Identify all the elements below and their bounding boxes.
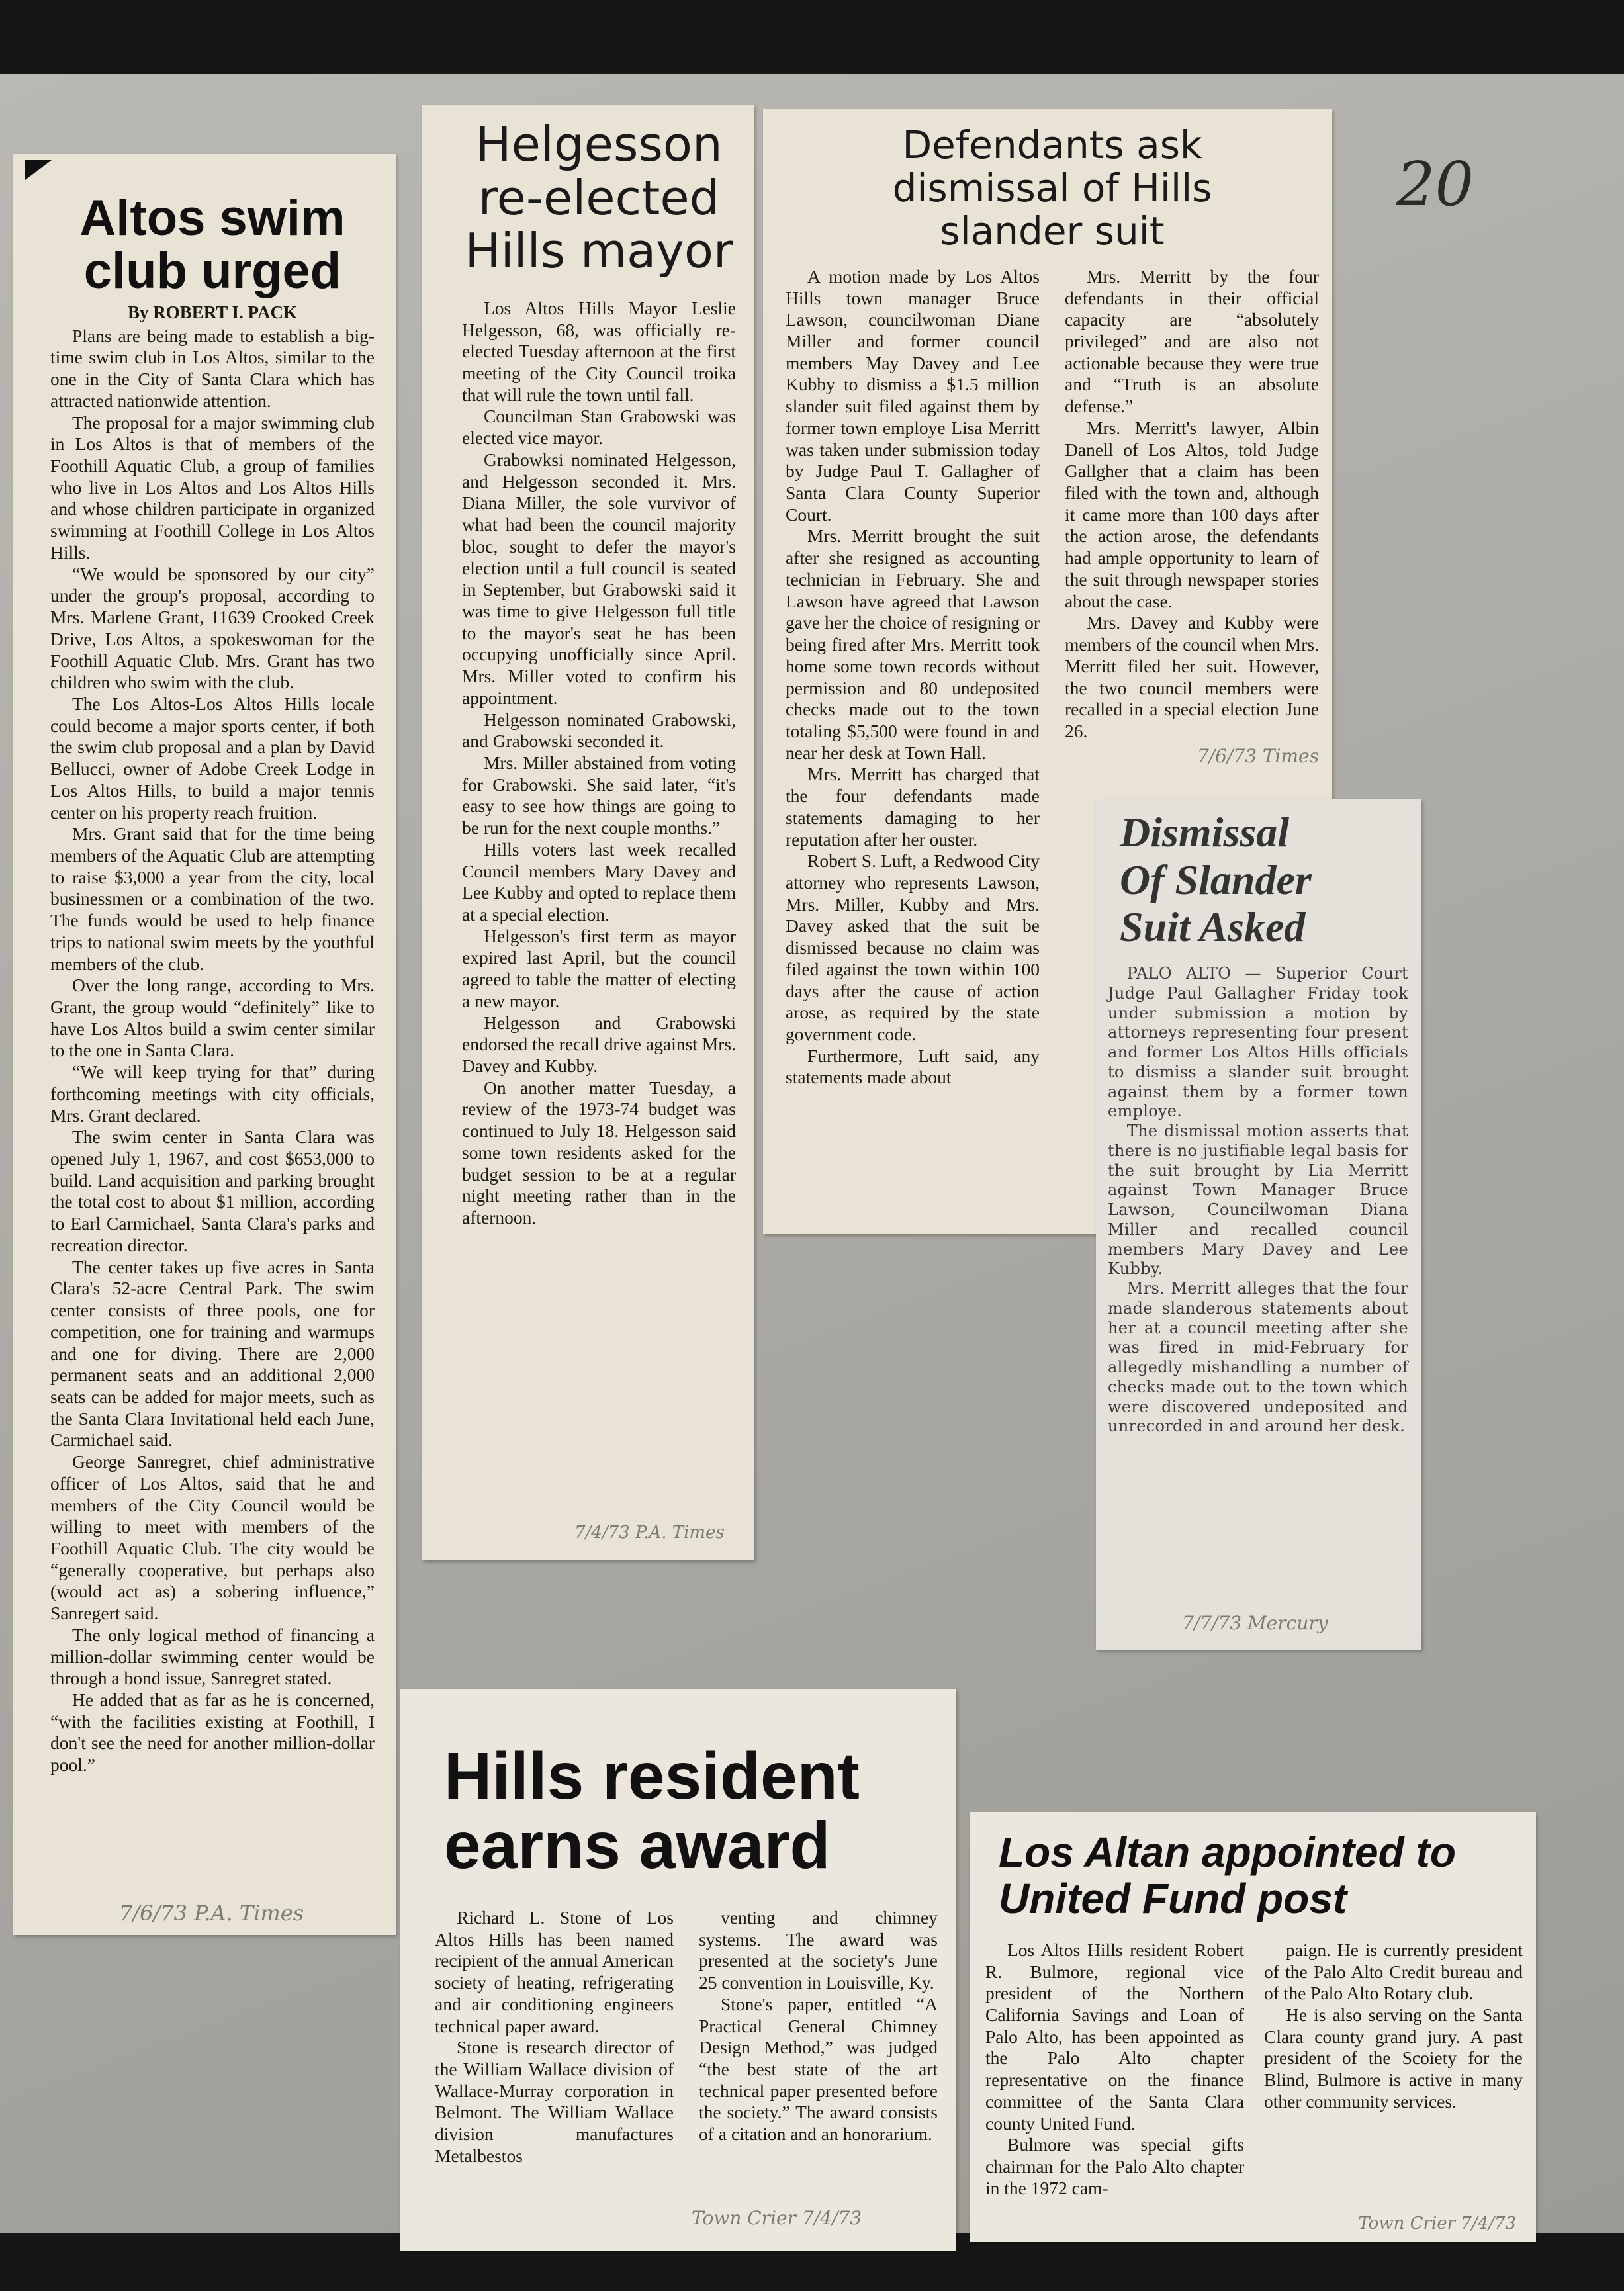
headline: Dismissal Of Slander Suit Asked <box>1120 809 1312 951</box>
paragraph: The center takes up five acres in Santa Clara's 52-acre Central Park. The swim center consists of three pools, one for competition, one for training and warmups and one for diving. There are 2,000 permanent seats and an additional 2,000 seats can be added for major meets, such as the Santa Clara Invitational held each June, Carmichael said. <box>50 1256 375 1451</box>
paragraph: The proposal for a major swimming club in Los Altos is that of members of the Foothill Aquatic Club, a group of families who live in Los Altos and Los Altos Hills and whose children participate in organized swimming at Foothill College in Los Altos Hills. <box>50 412 375 562</box>
paragraph: On another matter Tuesday, a review of the 1973-74 budget was continued to July 18. Helgesson said some town residents asked for the budget session to be at a regular night meeting rather than in the afternoon. <box>462 1077 736 1228</box>
paragraph: Mrs. Davey and Kubby were members of the council when Mrs. Merritt filed her suit. However, the two council members were recalled in a special election June 26. <box>1065 612 1319 741</box>
paragraph: The only logical method of financing a million-dollar swimming center would be through a bond issue, Sanregret stated. <box>50 1624 375 1689</box>
paragraph: Helgesson nominated Grabowski, and Grabowski seconded it. <box>462 709 736 752</box>
handwritten-date-note: 7/6/73 Times <box>1196 744 1319 767</box>
handwritten-date-note: 7/4/73 P.A. Times <box>574 1523 725 1543</box>
paragraph: “We will keep trying for that” during forthcoming meetings with city officials, Mrs. Grant declared. <box>50 1061 375 1126</box>
paragraph: Mrs. Merritt by the four defendants in their official capacity are “absolutely privileged” and are also not actionable because they were true and “Truth is an absolute defense.” <box>1065 265 1319 417</box>
headline: Defendants ask dismissal of Hills slander suit <box>892 122 1212 253</box>
handwritten-date-note: Town Crier 7/4/73 <box>1358 2214 1516 2234</box>
paragraph: Grabowksi nominated Helgesson, and Helgesson seconded it. Mrs. Diana Miller, the sole vurvivor of what had been the council majority bloc, sought to defer the mayor's election until a full council is seated in September, but Grabowski said it was time to give Helgesson full title to the mayor's seat he has been occupying unofficially since April. Mrs. Miller voted to confirm his appointment. <box>462 449 736 708</box>
paragraph: He added that as far as he is concerned, “with the facilities existing at Foothill, I don't see the need for another million-dollar pool.” <box>50 1689 375 1775</box>
article-helgesson-mayor <box>422 105 754 1560</box>
paragraph: George Sanregret, chief administrative officer of Los Altos, said that he and members of the City Council would be willing to meet with members of the Foothill Aquatic Club. The city would be “generally cooperative, but perhaps also (would act as) a sobering influence,” Sanregert said. <box>50 1451 375 1624</box>
column <box>985 1940 1244 2200</box>
paragraph: Bulmore was special gifts chairman for the Palo Alto chapter in the 1972 cam- <box>985 2134 1244 2198</box>
handwritten-date-note: 7/7/73 Mercury <box>1182 1612 1328 1635</box>
paragraph: The swim center in Santa Clara was opened July 1, 1967, and cost $653,000 to build. Land acquisition and parking brought the total cost to about $1 million, according to Earl Carmichael, Santa Clara's parks and recreation director. <box>50 1126 375 1255</box>
corner-marker-icon <box>25 160 52 180</box>
paragraph: Los Altos Hills Mayor Leslie Helgesson, 68, was officially re-elected Tuesday afternoon at the first meeting of the City Council troika that will rule the town until fall. <box>462 297 736 405</box>
article-body <box>435 1907 938 2167</box>
paragraph: A motion made by Los Altos Hills town manager Bruce Lawson, councilwoman Diane Miller and former council members May Davey and Lee Kubby to dismiss a $1.5 million slander suit filed against them by former town employe Lisa Merritt was taken under submission today by Judge Paul T. Gallagher of Santa Clara County Superior Court. <box>786 265 1040 525</box>
article-body <box>50 326 375 1776</box>
paragraph: Over the long range, according to Mrs. Grant, the group would “definitely” like to have Los Altos build a swim center similar to the one in Santa Clara. <box>50 975 375 1061</box>
article-body <box>985 1940 1523 2200</box>
page-number: 20 <box>1396 149 1474 220</box>
paragraph: Furthermore, Luft said, any statements made about <box>786 1045 1040 1088</box>
paragraph: Plans are being made to establish a big-time swim club in Los Altos, similar to the one in the City of Santa Clara which has attracted nationwide attention. <box>50 325 375 411</box>
headline: Altos swim club urged <box>79 190 345 299</box>
paragraph: “We would be sponsored by our city” under the group's proposal, according to Mrs. Marlene Grant, 11639 Crooked Creek Drive, Los Altos, a spokeswoman for the Foothill Aquatic Club. Mrs. Grant has two children who swim with the club. <box>50 563 375 693</box>
paragraph: venting and chimney systems. The award was presented at the society's June 25 convention in Louisville, Ky. <box>699 1907 938 1993</box>
column <box>786 266 1040 1089</box>
handwritten-date-note: Town Crier 7/4/73 <box>692 2206 862 2229</box>
column <box>435 1907 674 2167</box>
paragraph: Helgesson and Grabowski endorsed the recall drive against Mrs. Davey and Kubby. <box>462 1012 736 1077</box>
paragraph: Mrs. Miller abstained from voting for Grabowski. She said later, “it's easy to see how things are going to be run for the next couple months.” <box>462 752 736 838</box>
article-body <box>1108 964 1408 1437</box>
paragraph: Helgesson's first term as mayor expired last April, but the council agreed to table the matter of electing a new mayor. <box>462 925 736 1011</box>
column <box>1264 1940 1523 2200</box>
byline: By ROBERT I. PACK <box>127 302 298 322</box>
paragraph: Mrs. Merritt has charged that the four defendants made statements damaging to her reputation after her ouster. <box>786 764 1040 850</box>
paragraph: Stone is research director of the William Wallace division of Wallace-Murray corporation in Belmont. The William Wallace division manufactures Metalbestos <box>435 2037 674 2166</box>
headline: Hills resident earns award <box>444 1739 860 1883</box>
article-united-fund <box>970 1812 1536 2242</box>
article-body <box>462 298 736 1229</box>
paragraph: Mrs. Grant said that for the time being members of the Aquatic Club are attempting to raise $3,000 a year from the city, local businessmen or a combination of the two. The funds would be used to help finance trips to national swim meets by the youthful members of the club. <box>50 823 375 974</box>
paragraph: Stone's paper, entitled “A Practical General Chimney Design Method,” was judged “the best state of the art technical paper presented before the society.” The award consists of a citation and an honorarium. <box>699 1993 938 2145</box>
headline: Los Altan appointed to United Fund post <box>999 1828 1456 1923</box>
handwritten-date-note: 7/6/73 P.A. Times <box>119 1900 304 1926</box>
paragraph: Councilman Stan Grabowski was elected vice mayor. <box>462 406 736 449</box>
paragraph: Richard L. Stone of Los Altos Hills has been named recipient of the annual American society of heating, refrigerating and air conditioning engineers technical paper award. <box>435 1907 674 2036</box>
paragraph: Mrs. Merritt's lawyer, Albin Danell of Los Altos, told Judge Gallgher that a claim has been filed with the town and, although it came more than 100 days after the action arose, the defendants had ample opportunity to learn of the suit through newspaper stories about the case. <box>1065 417 1319 611</box>
article-resident-award <box>400 1689 956 2251</box>
paragraph: Los Altos Hills resident Robert R. Bulmore, regional vice president of the Northern California Savings and Loan of Palo Alto, has been appointed as the Palo Alto chapter representative on the finance committee of the Santa Clara county United Fund. <box>985 1939 1244 2134</box>
paragraph: Mrs. Merritt brought the suit after she resigned as accounting technician in February. She and Lawson have agreed that Lawson gave her the choice of resigning or being fired after Mrs. Merritt took home some town records without permission and 80 undeposited checks made out to the town totaling $5,500 were found in and near her desk at Town Hall. <box>786 525 1040 763</box>
article-swim-club <box>13 154 396 1935</box>
paragraph: The Los Altos-Los Altos Hills locale could become a major sports center, if both the swim club proposal and a plan by David Bellucci, owner of Adobe Creek Lodge in Los Altos Hills, to build a major tennis center on his property reach fruition. <box>50 693 375 823</box>
paragraph: Robert S. Luft, a Redwood City attorney who represents Lawson, Mrs. Miller, Kubby and Mrs. Davey asked that the suit be dismissed because no claim was filed against the town within 100 days after the cause of action arose, as required by the state government code. <box>786 850 1040 1045</box>
paragraph: The dismissal motion asserts that there is no justifiable legal basis for the suit brought by Lia Merritt against Town Manager Bruce Lawson, Councilwoman Diana Miller and recalled council members Mary Davey and Lee Kubby. <box>1108 1122 1408 1279</box>
paragraph: paign. He is currently president of the Palo Alto Credit bureau and of the Palo Alto Rotary club. <box>1264 1939 1523 2004</box>
paragraph: PALO ALTO — Superior Court Judge Paul Gallagher Friday took under submission a motion by attorneys representing four present and former Los Altos Hills officials to dismiss a slander suit brought against them by a former town employe. <box>1108 964 1408 1121</box>
paragraph: Hills voters last week recalled Council members Mary Davey and Lee Kubby and opted to replace them at a special election. <box>462 838 736 924</box>
headline: Helgesson re-elected Hills mayor <box>465 116 733 279</box>
paragraph: He is also serving on the Santa Clara county grand jury. A past president of the Scoiety for the Blind, Bulmore is active in many other community services. <box>1264 2004 1523 2112</box>
article-dismissal-asked <box>1096 799 1421 1650</box>
paragraph: Mrs. Merritt alleges that the four made slanderous statements about her at a council meeting after she was fired in mid-February for allegedly mishandling a number of checks made out to the town which were discovered undeposited and unrecorded in and around her desk. <box>1108 1279 1408 1436</box>
column <box>699 1907 938 2167</box>
